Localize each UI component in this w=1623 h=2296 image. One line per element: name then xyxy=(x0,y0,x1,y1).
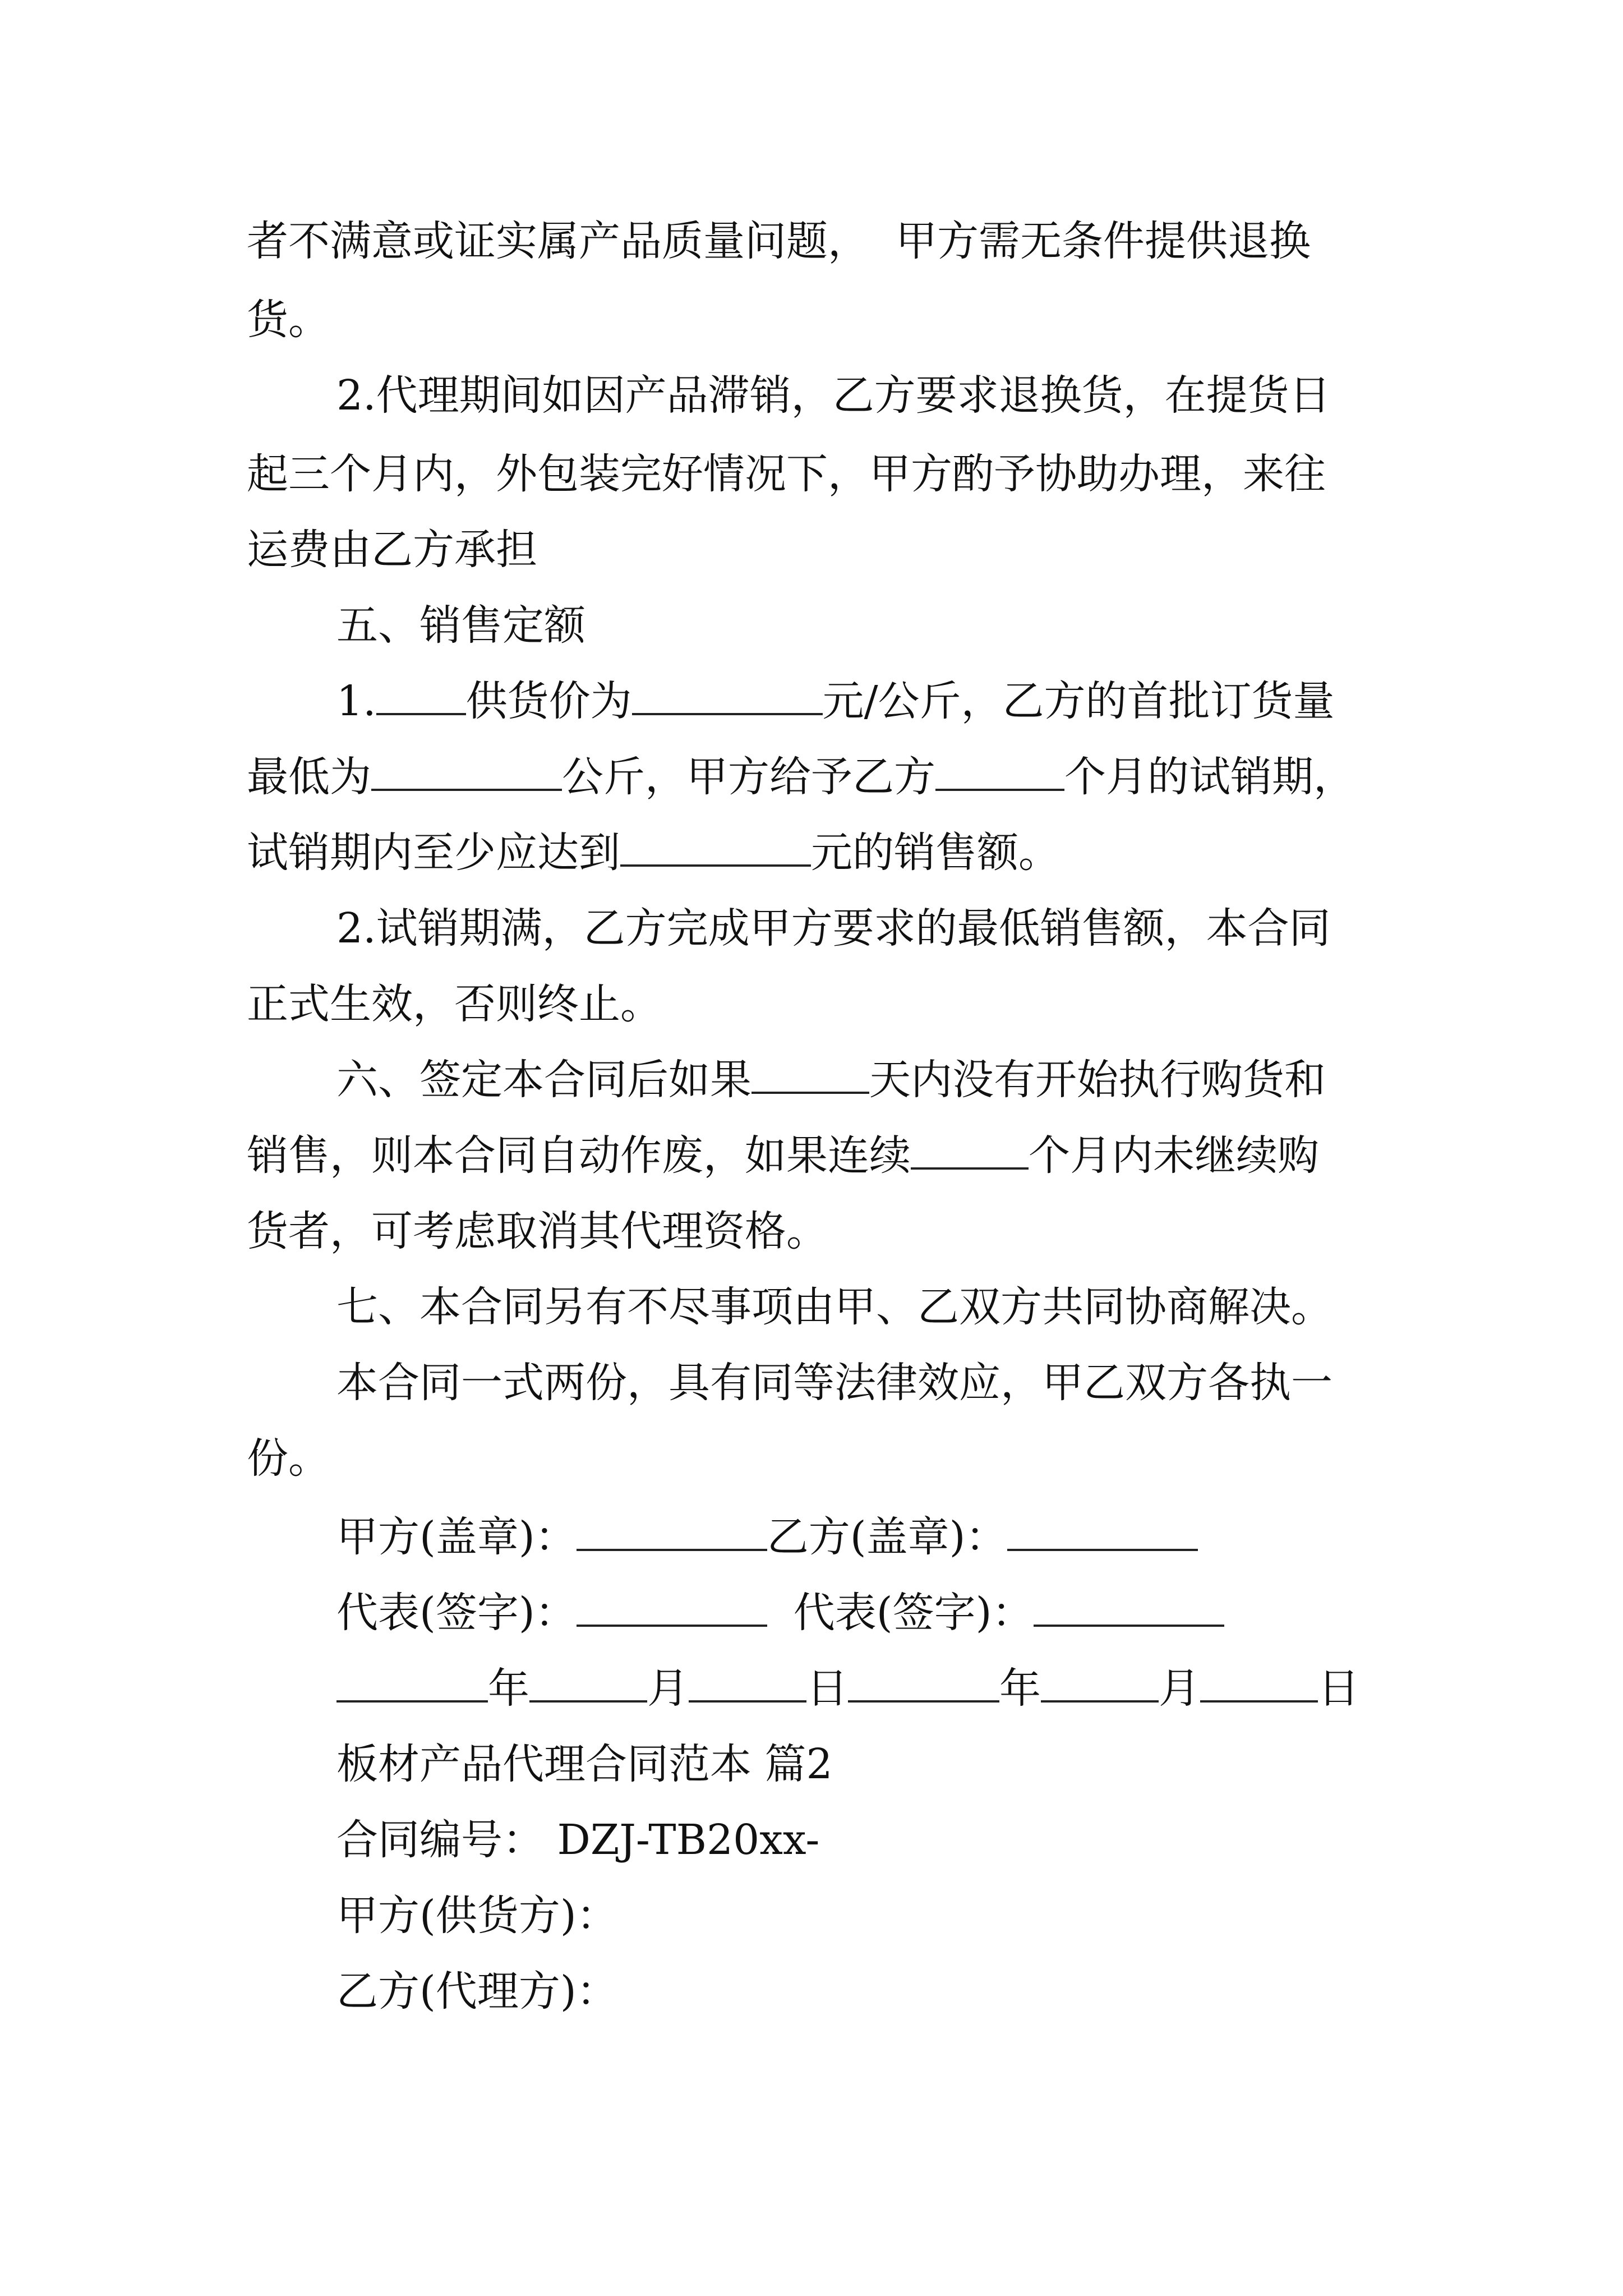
fill-blank xyxy=(1034,1586,1224,1627)
signature-rep-line: 代表(签字)： 代表(签字)： xyxy=(336,1585,1224,1641)
party-a-label: 甲方(供货方)： xyxy=(336,1892,618,1940)
fill-blank xyxy=(371,751,562,791)
fill-blank xyxy=(620,826,811,867)
fill-blank xyxy=(376,675,466,715)
section-title: 板材产品代理合同范本 篇2 xyxy=(336,1740,833,1788)
paragraph-line: 正式生效，否则终止。 xyxy=(247,980,662,1028)
paragraph-line: 1. 供货价为 元/公斤，乙方的首批订货量 xyxy=(336,673,1335,729)
paragraph-line: 2.试销期满，乙方完成甲方要求的最低销售额，本合同 xyxy=(336,904,1331,953)
fill-blank xyxy=(751,1053,869,1094)
fill-blank xyxy=(336,1662,488,1703)
paragraph-line: 最低为 公斤，甲方给予乙方 个月的试销期， xyxy=(247,749,1355,805)
contract-number: 合同编号： DZJ-TB20xx- xyxy=(336,1816,820,1864)
paragraph-line: 运费由乙方承担 xyxy=(247,526,537,574)
party-b-label: 乙方(代理方)： xyxy=(336,1967,618,2016)
paragraph-line: 试销期内至少应达到 元的销售额。 xyxy=(247,825,1060,881)
fill-blank xyxy=(689,1662,806,1703)
fill-blank xyxy=(1041,1662,1159,1703)
paragraph-line: 货。 xyxy=(247,296,330,344)
paragraph-line: 销售，则本合同自动作废，如果连续 个月内未继续购 xyxy=(247,1128,1319,1184)
fill-blank xyxy=(911,1129,1029,1170)
fill-blank xyxy=(848,1662,999,1703)
fill-blank xyxy=(1007,1511,1198,1551)
signature-date-line: 年 月 日 年 月 日 xyxy=(336,1660,1359,1717)
fill-blank xyxy=(529,1662,647,1703)
paragraph-line: 六、签定本合同后如果 天内没有开始执行购货和 xyxy=(336,1052,1326,1108)
paragraph-line: 份。 xyxy=(247,1434,330,1483)
paragraph-line: 本合同一式两份，具有同等法律效应，甲乙双方各执一 xyxy=(336,1359,1332,1407)
fill-blank xyxy=(632,675,823,715)
paragraph-line: 七、本合同另有不尽事项由甲、乙双方共同协商解决。 xyxy=(336,1283,1332,1331)
signature-seal-line: 甲方(盖章)： 乙方(盖章)： xyxy=(336,1509,1198,1565)
fill-blank xyxy=(577,1511,767,1551)
fill-blank xyxy=(1200,1662,1318,1703)
paragraph-line: 起三个月内，外包装完好情况下，甲方酌予协助办理，来往 xyxy=(247,450,1326,498)
paragraph-line: 货者，可考虑取消其代理资格。 xyxy=(247,1207,828,1255)
section-heading: 五、销售定额 xyxy=(336,601,585,650)
paragraph-line: 者不满意或证实属产品质量问题， 甲方需无条件提供退换 xyxy=(247,217,1311,265)
paragraph-line: 2.代理期间如因产品滞销，乙方要求退换货，在提货日 xyxy=(336,371,1331,420)
fill-blank xyxy=(577,1586,767,1627)
fill-blank xyxy=(935,751,1064,791)
